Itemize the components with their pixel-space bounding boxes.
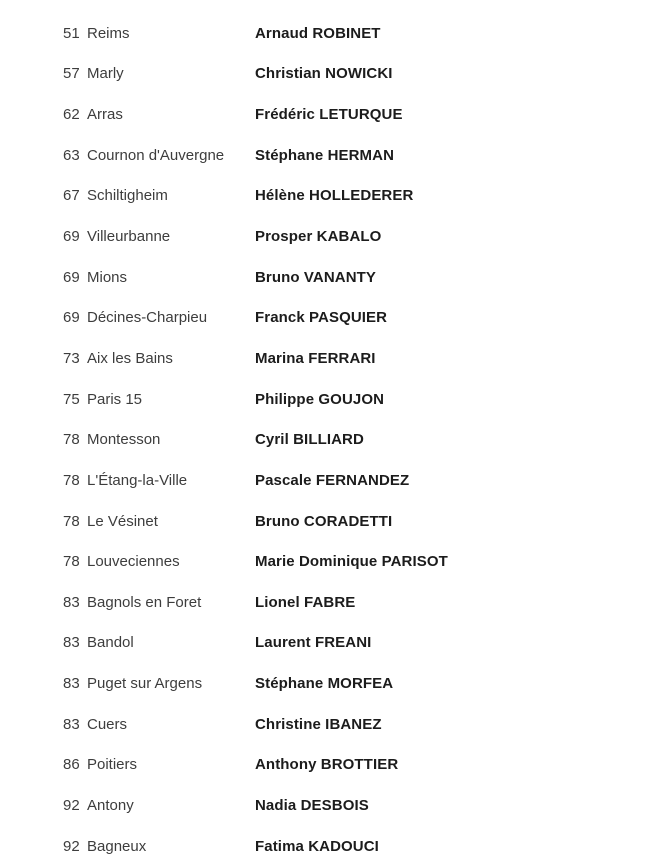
table-row	[0, 663, 652, 704]
person-name: Philippe GOUJON	[255, 390, 385, 408]
table-row	[0, 460, 652, 501]
table-row	[0, 623, 652, 664]
person-name: Anthony BROTTIER	[255, 756, 399, 774]
table-row	[0, 379, 652, 420]
department-number: 86	[63, 756, 80, 774]
mayors-list	[0, 13, 652, 866]
city-name: Montesson	[87, 431, 161, 449]
person-name: Lionel FABRE	[255, 593, 356, 611]
person-name: Christian NOWICKI	[255, 65, 393, 83]
department-number: 83	[63, 593, 80, 611]
person-name: Fatima KADOUCI	[255, 837, 379, 855]
person-name: Laurent FREANI	[255, 634, 372, 652]
department-number: 51	[63, 24, 80, 42]
table-row	[0, 541, 652, 582]
city-name: Schiltigheim	[87, 187, 168, 205]
table-row	[0, 257, 652, 298]
person-name: Marie Dominique PARISOT	[255, 553, 448, 571]
person-name: Franck PASQUIER	[255, 309, 388, 327]
person-name: Nadia DESBOIS	[255, 796, 369, 814]
city-name: Aix les Bains	[87, 349, 173, 367]
person-name: Stéphane MORFEA	[255, 675, 394, 693]
table-row	[0, 419, 652, 460]
person-name: Frédéric LETURQUE	[255, 106, 403, 124]
city-name: Décines-Charpieu	[87, 309, 208, 327]
city-name: Cuers	[87, 715, 128, 733]
table-row	[0, 582, 652, 623]
table-row	[0, 745, 652, 786]
city-name: Antony	[87, 796, 134, 814]
table-row	[0, 176, 652, 217]
department-number: 75	[63, 390, 80, 408]
department-number: 92	[63, 837, 80, 855]
table-row	[0, 13, 652, 54]
city-name: Bandol	[87, 634, 134, 652]
person-name: Bruno VANANTY	[255, 268, 377, 286]
department-number: 78	[63, 553, 80, 571]
department-number: 83	[63, 675, 80, 693]
table-row	[0, 297, 652, 338]
department-number: 78	[63, 431, 80, 449]
table-row	[0, 216, 652, 257]
person-name: Stéphane HERMAN	[255, 146, 395, 164]
city-name: Puget sur Argens	[87, 675, 203, 693]
person-name: Bruno CORADETTI	[255, 512, 393, 530]
city-name: Bagneux	[87, 837, 147, 855]
person-name: Pascale FERNANDEZ	[255, 471, 410, 489]
department-number: 78	[63, 471, 80, 489]
department-number: 69	[63, 309, 80, 327]
city-name: Arras	[87, 106, 123, 124]
city-name: Mions	[87, 268, 128, 286]
table-row	[0, 94, 652, 135]
department-number: 57	[63, 65, 80, 83]
department-number: 73	[63, 349, 80, 367]
department-number: 63	[63, 146, 80, 164]
department-number: 67	[63, 187, 80, 205]
table-row	[0, 54, 652, 95]
table-row	[0, 338, 652, 379]
department-number: 83	[63, 634, 80, 652]
table-row	[0, 135, 652, 176]
person-name: Hélène HOLLEDERER	[255, 187, 414, 205]
city-name: Louveciennes	[87, 553, 180, 571]
department-number: 69	[63, 228, 80, 246]
person-name: Prosper KABALO	[255, 228, 382, 246]
city-name: Villeurbanne	[87, 228, 171, 246]
department-number: 78	[63, 512, 80, 530]
city-name: Le Vésinet	[87, 512, 158, 530]
city-name: Cournon d'Auvergne	[87, 146, 225, 164]
department-number: 92	[63, 796, 80, 814]
department-number: 83	[63, 715, 80, 733]
table-row	[0, 501, 652, 542]
person-name: Christine IBANEZ	[255, 715, 382, 733]
department-number: 62	[63, 106, 80, 124]
city-name: Poitiers	[87, 756, 138, 774]
city-name: Paris 15	[87, 390, 143, 408]
person-name: Marina FERRARI	[255, 349, 376, 367]
city-name: Marly	[87, 65, 124, 83]
table-row	[0, 704, 652, 745]
city-name: Bagnols en Foret	[87, 593, 202, 611]
city-name: L'Étang-la-Ville	[87, 471, 188, 489]
person-name: Cyril BILLIARD	[255, 431, 364, 449]
table-row	[0, 785, 652, 826]
city-name: Reims	[87, 24, 130, 42]
department-number: 69	[63, 268, 80, 286]
person-name: Arnaud ROBINET	[255, 24, 381, 42]
